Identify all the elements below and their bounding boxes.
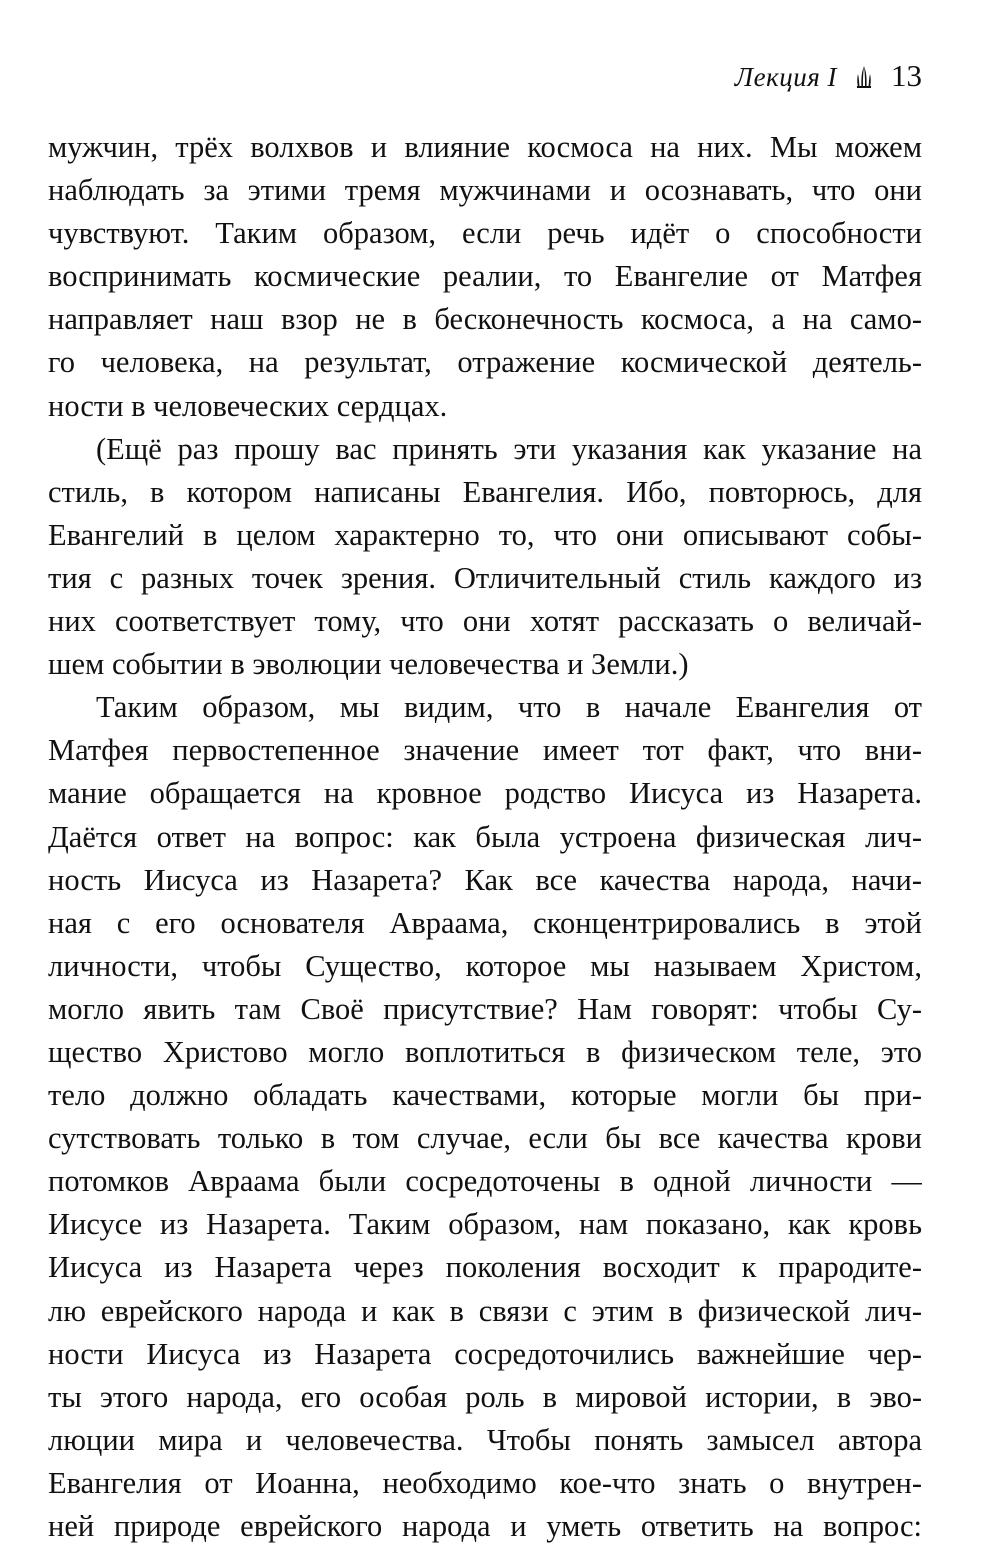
text-line: ней природе еврейского народа и уметь ответить на вопрос:	[48, 1509, 922, 1543]
text-line: го человека, на результат, отражение космической деятель-	[48, 345, 922, 380]
body-text	[48, 126, 922, 1548]
text-line: воспринимать космические реалии, то Евангелие от Матфея	[48, 259, 922, 294]
text-line: люции мира и человечества. Чтобы понять замысел автора	[48, 1422, 922, 1457]
text-line: ная с его основателя Авраама, сконцентрировались в этой	[48, 905, 922, 940]
text-line: Даётся ответ на вопрос: как была устроена физическая лич-	[48, 819, 922, 854]
text-line: направляет наш взор не в бесконечность космоса, а на само-	[48, 302, 922, 337]
text-line: ности Иисуса из Назарета сосредоточились важнейшие чер-	[48, 1336, 922, 1371]
text-line: чувствуют. Таким образом, если речь идёт о способности	[48, 216, 922, 251]
text-line: личности, чтобы Существо, которое мы называем Христом,	[48, 948, 922, 983]
text-line: Иисуса из Назарета через поколения восходит к прародите-	[48, 1250, 922, 1285]
page-number: 13	[891, 58, 922, 93]
text-line: потомков Авраама были сосредоточены в одной личности —	[48, 1164, 922, 1199]
text-line: Евангелий в целом характерно то, что они описывают собы-	[48, 517, 922, 552]
text-line: Иисусе из Назарета. Таким образом, нам показано, как кровь	[48, 1207, 922, 1242]
text-line: щество Христово могло воплотиться в физическом теле, это	[48, 1034, 922, 1069]
text-line: них соответствует тому, что они хотят рассказать о величай-	[48, 604, 922, 639]
text-line: ности в человеческих сердцах.	[48, 388, 448, 423]
text-line: тело должно обладать качествами, которые могли бы при-	[48, 1078, 922, 1113]
text-line: (Ещё раз прошу вас принять эти указания как указание на	[96, 431, 922, 466]
text-line: шем событии в эволюции человечества и Земли.)	[48, 647, 689, 682]
running-title: Лекция I	[734, 62, 837, 92]
text-line: Евангелия от Иоанна, необходимо кое-что знать о внутрен-	[48, 1465, 922, 1500]
text-line: Таким образом, мы видим, что в начале Евангелия от	[96, 690, 922, 725]
fleuron-icon	[855, 65, 873, 89]
text-line: стиль, в котором написаны Евангелия. Ибо, повторюсь, для	[48, 474, 922, 509]
text-line: могло явить там Своё присутствие? Нам говорят: чтобы Су-	[48, 991, 922, 1026]
text-line: наблюдать за этими тремя мужчинами и осознавать, что они	[48, 173, 922, 208]
text-line: тия с разных точек зрения. Отличительный стиль каждого из	[48, 560, 922, 595]
text-line: сутствовать только в том случае, если бы все качества крови	[48, 1121, 922, 1156]
text-line: мание обращается на кровное родство Иисуса из Назарета.	[48, 776, 922, 811]
running-head	[735, 58, 922, 94]
text-line: ность Иисуса из Назарета? Как все качества народа, начи-	[48, 862, 922, 897]
text-line: ты этого народа, его особая роль в мировой истории, в эво-	[48, 1379, 922, 1414]
text-line: Матфея первостепенное значение имеет тот факт, что вни-	[48, 733, 922, 768]
text-line: мужчин, трёх волхвов и влияние космоса на них. Мы можем	[48, 130, 922, 164]
text-line: лю еврейского народа и как в связи с этим в физической лич-	[48, 1293, 922, 1328]
